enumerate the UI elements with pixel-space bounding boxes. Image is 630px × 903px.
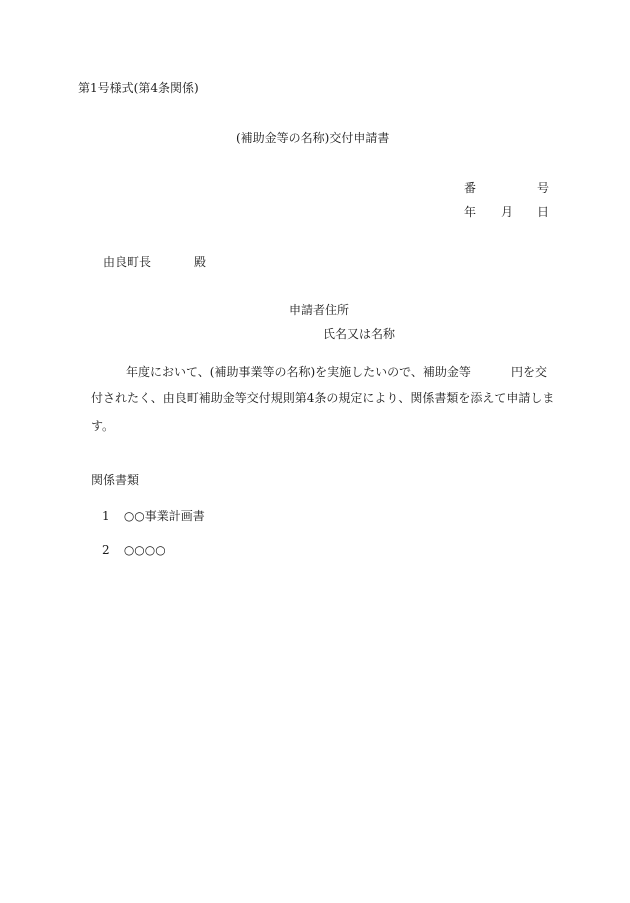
document-title: (補助金等の名称)交付申請書 (236, 131, 390, 145)
body-text-line-1: 年度において、(補助事業等の名称)を実施したいので、補助金等 (126, 365, 471, 379)
body-text-line-3: す。 (91, 419, 115, 433)
attachment-item (102, 542, 166, 558)
number-suffix: 号 (537, 181, 550, 195)
attachment-label: ○○○○ (123, 543, 166, 557)
attachment-label: ○○事業計画書 (123, 509, 205, 523)
honorific: 殿 (194, 255, 207, 269)
attachment-number: 2 (102, 543, 110, 557)
attachment-item (102, 508, 205, 524)
body-text-line-2: 付されたく、由良町補助金等交付規則第4条の規定により、関係書類を添えて申請しま (91, 391, 555, 405)
date-year-label: 年 (464, 205, 477, 219)
number-label: 番 (464, 181, 477, 195)
addressee: 由良町長 (103, 255, 152, 269)
applicant-name-label: 氏名又は名称 (323, 327, 396, 341)
date-month-label: 月 (501, 205, 514, 219)
attachment-number: 1 (102, 509, 110, 523)
body-text-line-1-end: 円を交 (511, 365, 548, 379)
form-label: 第1号様式(第4条関係) (78, 81, 199, 95)
date-day-label: 日 (537, 205, 550, 219)
applicant-address-label: 申請者住所 (289, 303, 350, 317)
attachments-heading: 関係書類 (91, 473, 140, 487)
